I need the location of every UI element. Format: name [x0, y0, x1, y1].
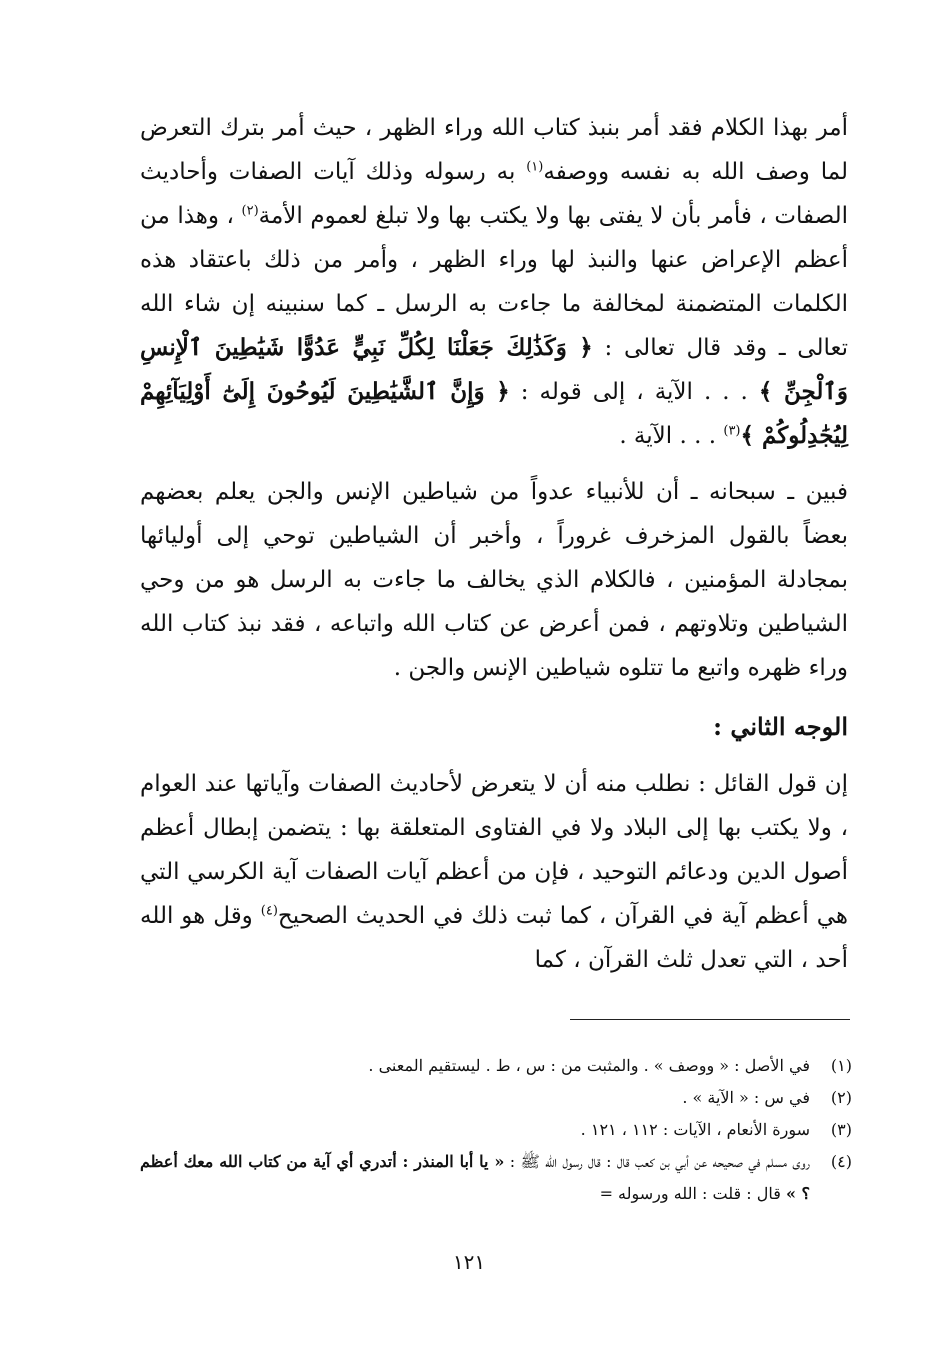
footnote-ref-2[interactable]: (٢) — [241, 203, 259, 219]
footnote-ref-3[interactable]: (٣) — [723, 423, 741, 439]
footnote-number: (٤) — [830, 1152, 852, 1171]
footnote-text-a: روى مسلم في صحيحه عن أبي بن كعب قال : قال رسول الله ﷺ : — [509, 1152, 811, 1171]
paragraph-3-text-b: وقل هو الله أحد ، التي تعدل ثلث القرآن ، كما — [140, 903, 848, 973]
footnote-text: سورة الأنعام ، الآيات : ١١٢ ، ١٢١ . — [580, 1120, 810, 1139]
page-number: ١٢١ — [452, 1250, 486, 1274]
paragraph-1 — [140, 106, 848, 458]
paragraph-3 — [140, 762, 848, 982]
footnote-text: في س : « الآية » . — [682, 1088, 810, 1107]
paragraph-3-text-a: إن قول القائل : نطلب منه أن لا يتعرض لأحاديث الصفات وآياتها عند العوام ، ولا يكتب بها إلى البلاد ولا في الفتاوى المتعلقة بها : يتضمن إبطال أعظم أصول الدين ودعائم التوحيد ، فإن من أعظم آيات الصفات آية الكرسي التي هي أعظم آية في القرآن ، كما ثبت ذلك في الحديث الصحيح — [140, 771, 849, 929]
footnote-divider — [570, 1019, 850, 1020]
footnote-item — [140, 1146, 852, 1210]
footnote-hadith-quote: « يا أبا المنذر : أتدري أي آية من كتاب الله معك أعظم ؟ » — [140, 1152, 810, 1203]
quran-verse-2: ﴿ وَإِنَّ ٱلشَّيَٰطِينَ لَيُوحُونَ إِلَىٰٓ أَوْلِيَآئِهِمْ لِيُجَٰدِلُوكُمْ ﴾ — [140, 378, 848, 449]
footnote-ref-1[interactable]: (١) — [526, 159, 544, 175]
paragraph-1-text-b: به رسوله وذلك آيات الصفات وأحاديث الصفات ، فأمر بأن لا يفتى بها ولا يكتب بها ولا تبلغ لعموم الأمة — [140, 159, 848, 229]
footnote-item — [140, 1082, 852, 1114]
paragraph-1-text-d: . . . الآية ، إلى قوله : — [520, 379, 748, 405]
footnote-number: (٢) — [830, 1088, 852, 1107]
footnote-text — [140, 1146, 810, 1210]
paragraph-1-text-a: أمر بهذا الكلام فقد أمر بنبذ كتاب الله وراء الظهر ، حيث أمر بترك التعرض لما وصف الله به نفسه ووصفه — [140, 115, 849, 185]
footnote-text: في الأصل : « ووصف » . والمثبت من : س ، ط . ليستقيم المعنى . — [368, 1056, 810, 1075]
footnote-item — [140, 1114, 852, 1146]
footnote-number: (٣) — [830, 1120, 852, 1139]
footnote-number: (١) — [830, 1056, 852, 1075]
section-heading: الوجه الثاني : — [713, 712, 848, 741]
footnote-ref-4[interactable]: (٤) — [260, 903, 278, 919]
footnote-text-c: قال : قلت : الله ورسوله = — [599, 1184, 781, 1203]
footnotes-list — [140, 1050, 852, 1210]
quran-verse-1: ﴿ وَكَذَٰلِكَ جَعَلْنَا لِكُلِّ نَبِيٍّ عَدُوًّا شَيَٰطِينَ ٱلْإِنسِ وَٱلْجِنِّ ﴾ — [140, 334, 848, 405]
paragraph-1-text-e: . . . الآية . — [619, 423, 717, 449]
footnote-item — [140, 1050, 852, 1082]
paragraph-1-text-c: ، وهذا من أعظم الإعراض عنها والنبذ لها وراء الظهر ، وأمر من ذلك باعتقاد هذه الكلمات المتضمنة لمخالفة ما جاءت به الرسل ـ كما سنبينه إن شاء الله تعالى ـ وقد قال تعالى : — [140, 203, 848, 361]
paragraph-2: فبين ـ سبحانه ـ أن للأنبياء عدواً من شياطين الإنس والجن يعلم بعضهم بعضاً بالقول المزخرف غروراً ، وأخبر أن الشياطين توحي إلى أوليائها بمجادلة المؤمنين ، فالكلام الذي يخالف ما جاءت به الرسل هو من وحي الشياطين وتلاوتهم ، فمن أعرض عن كتاب الله واتباعه ، فقد نبذ كتاب الله وراء ظهره واتبع ما تتلوه شياطين الإنس والجن . — [140, 479, 848, 681]
